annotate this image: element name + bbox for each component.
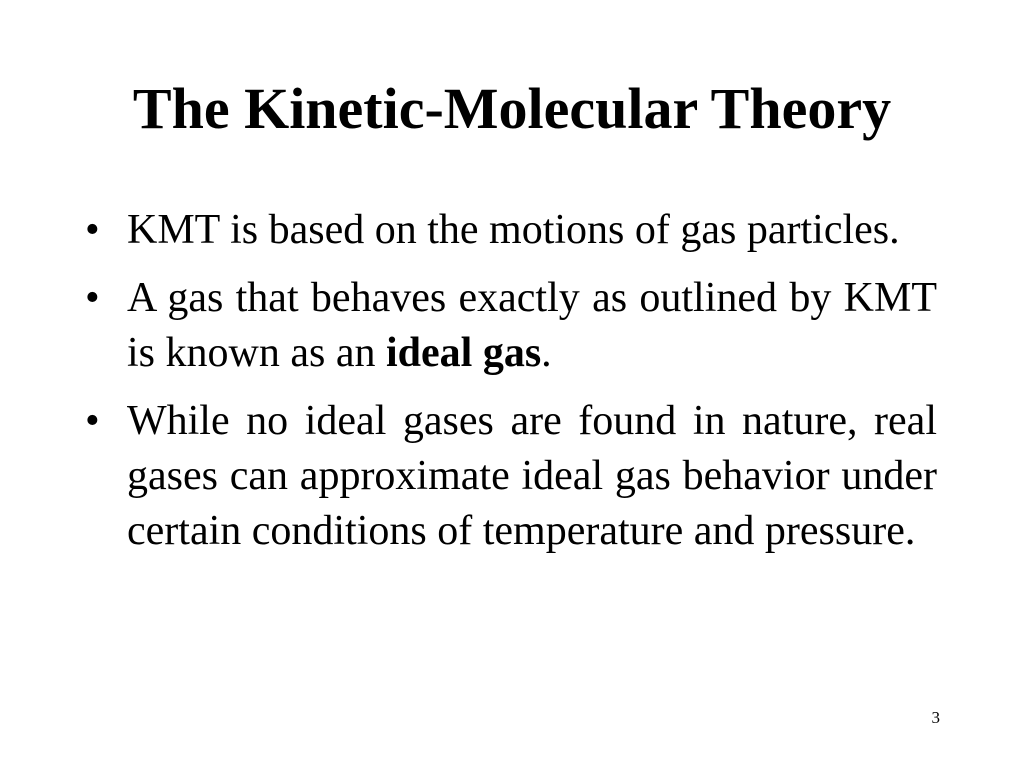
bullet-item-1 bbox=[85, 203, 937, 258]
bullet-text-end: . bbox=[541, 330, 552, 376]
bullet-item-2 bbox=[85, 271, 937, 381]
bullet-bold-term: ideal gas bbox=[385, 330, 542, 376]
bullet-list bbox=[85, 203, 937, 572]
bullet-dot-icon: • bbox=[85, 398, 100, 444]
page-number: 3 bbox=[931, 708, 940, 727]
bullet-dot-icon: • bbox=[85, 207, 100, 253]
bullet-text: A gas that behaves exactly as outlined by KMT is known as an bbox=[127, 275, 937, 376]
bullet-item-3 bbox=[85, 394, 937, 559]
slide-title: The Kinetic-Molecular Theory bbox=[132, 76, 892, 141]
bullet-text: KMT is based on the motions of gas particles. bbox=[127, 207, 900, 253]
bullet-dot-icon: • bbox=[85, 275, 100, 321]
bullet-text: While no ideal gases are found in nature, real gases can approximate ideal gas behavior under certain conditions of temperature and pressure. bbox=[127, 398, 937, 554]
